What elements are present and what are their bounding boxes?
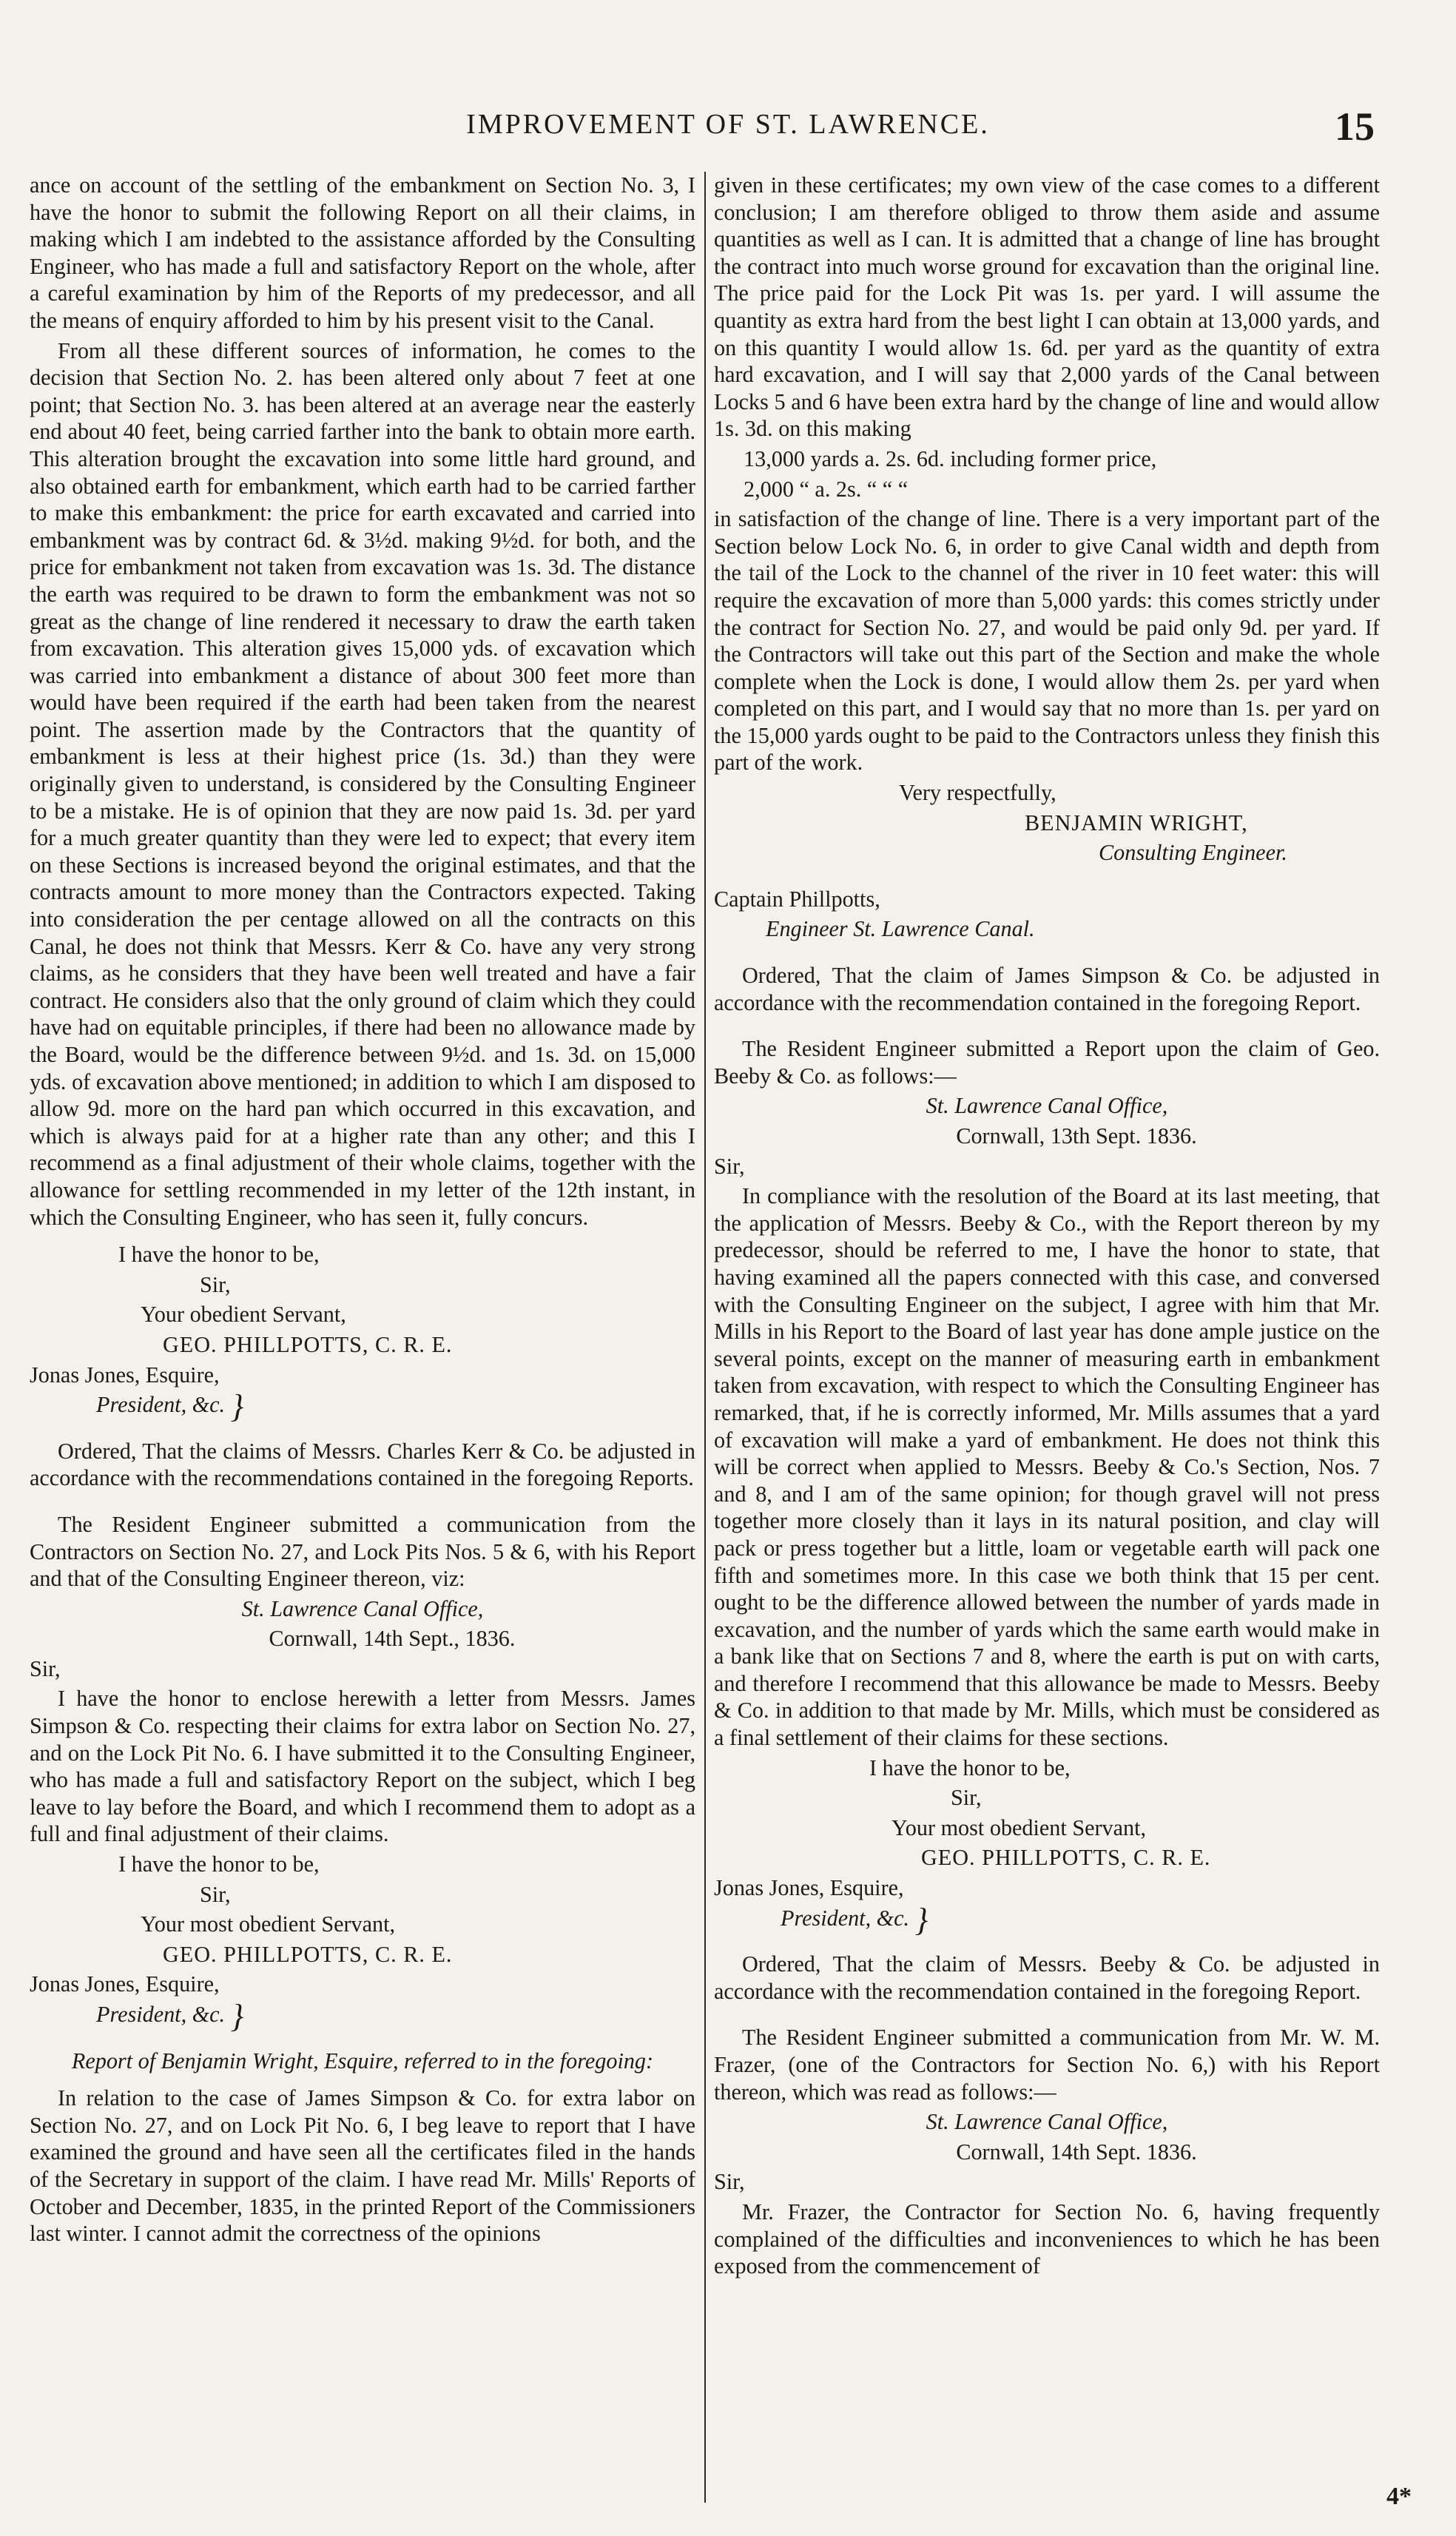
ordered-paragraph: Ordered, That the claim of James Simpson & Co. be adjusted in accordance with the recommendation contained in the foregoing Report.: [714, 963, 1380, 1015]
letter-body: Mr. Frazer, the Contractor for Section No. 6, having frequently complained of the difficulties and inconveniences to which he has been exposed from the commencement of: [714, 2199, 1380, 2279]
closing-honor: I have the honor to be,: [869, 1755, 1071, 1780]
paragraph: in satisfaction of the change of line. There is a very important part of the Section below Lock No. 6, in order to give Canal width and depth from the tail of the Lock to the channel of the river in 10 feet water: this will require the excavation of more than 5,000 yards: this comes strictly under the contract for Section No. 27, and would be paid only 9d. per yard. If the Contractors will take out this part of the Section and make the whole complete when the Lock is done, I would allow them 2s. per yard when completed on this part, and I would say that no more than 1s. per yard on the 15,000 yards ought to be paid to the Contractors unless they finish this part of the work.: [714, 506, 1380, 776]
calc-line: 2,000 “ a. 2s. “ “ “: [744, 476, 909, 502]
addressee-title: President, &c. }: [96, 1388, 244, 1425]
addressee-title: President, &c. }: [96, 1998, 244, 2035]
paragraph: The Resident Engineer submitted a communication from Mr. W. M. Frazer, (one of the Contractors for Section No. 6,) with his Report thereon, which was read as follows:—: [714, 2025, 1380, 2105]
signer: GEO. PHILLPOTTS, C. R. E.: [163, 1331, 453, 1357]
closing-honor: I have the honor to be,: [118, 1242, 320, 1268]
addressee: Jonas Jones, Esquire,: [30, 1362, 220, 1388]
closing-servant: Your most obedient Servant,: [141, 1911, 396, 1937]
paragraph: In relation to the case of James Simpson & Co. for extra labor on Section No. 27, and on Lock Pit No. 6, I beg leave to report that I have examined the ground and have seen all the certificates filed in the hands of the Secretary in support of the claim. I have read Mr. Mills' Reports of October and December, 1835, in the printed Report of the Commissioners last winter. I cannot admit the correctness of the opinions: [30, 2085, 695, 2247]
addressee: Jonas Jones, Esquire,: [30, 1971, 220, 1997]
addressee-title: President, &c. }: [781, 1901, 928, 1938]
salutation: Sir,: [30, 1655, 61, 1681]
addressee: Jonas Jones, Esquire,: [714, 1875, 904, 1901]
calc-line: 13,000 yards a. 2s. 6d. including former price,: [744, 445, 1157, 471]
closing-servant: Your most obedient Servant,: [892, 1814, 1147, 1840]
dateline: Cornwall, 13th Sept. 1836.: [956, 1123, 1197, 1148]
signer: GEO. PHILLPOTTS, C. R. E.: [921, 1845, 1211, 1871]
page-number: 15: [1335, 104, 1375, 149]
signer: GEO. PHILLPOTTS, C. R. E.: [163, 1941, 453, 1967]
dateline: Cornwall, 14th Sept., 1836.: [269, 1626, 516, 1652]
closing-servant: Your obedient Servant,: [141, 1302, 346, 1328]
dateline: Cornwall, 14th Sept. 1836.: [956, 2139, 1197, 2165]
paragraph: From all these different sources of information, he comes to the decision that Section No. 2. has been altered only about 7 feet at one point; that Section No. 3. has been altered at an average near the easterly end about 40 feet, being carried farther into the bank to obtain more earth. This alteration brought the excavation into some little hard ground, and also obtained earth for embankment, which earth had to be carried farther to make this embankment: the price for earth excavated and carried into embankment was by contract 6d. & 3½d. making 9½d. for both, and the price for embankment not taken from excavation was 1s. 3d. The distance the earth was required to be drawn to form the embankment was not so great as the change of line rendered it necessary to draw the earth taken from excavation. This alteration gives 15,000 yds. of excavation which was carried into embankment a distance of about 300 feet more than would have been required if the earth had been taken from the nearest point. The assertion made by the Contractors that the quantity of embankment is less at their highest price (1s. 3d.) than they were originally given to understand, is considered by the Consulting Engineer to be a mistake. He is of opinion that they are now paid 1s. 3d. per yard for a much greater quantity than they were led to expect; that every item on these Sections is increased beyond the original estimates, and that the contracts amount to more money than the Contractors expected. Taking into consideration the per centage allowed on all the contracts on this Canal, he does not think that Messrs. Kerr & Co. have any very strong claims, as he considers that they have been well treated and have a fair contract. He considers also that the only ground of claim which they could have had on equitable principles, if there had been no allowance made by the Board, would be the difference between 9½d. and 1s. 3d. on 15,000 yds. of excavation above mentioned; in addition to which I am disposed to allow 9d. more on the hard pan which occurred in this excavation, and which is always paid for at a higher rate than any other; and this I recommend as a final adjustment of their whole claims, together with the allowance for settling recommended in my letter of the 12th instant, in which the Consulting Engineer, who has seen it, fully concurs.: [30, 337, 695, 1230]
signer: BENJAMIN WRIGHT,: [1025, 810, 1248, 835]
office-line: St. Lawrence Canal Office,: [241, 1595, 484, 1621]
right-column: [714, 172, 1380, 2283]
column-rule: [704, 172, 706, 2503]
office-line: St. Lawrence Canal Office,: [926, 1093, 1168, 1119]
letter-body: In compliance with the resolution of the Board at its last meeting, that the application of Messrs. Beeby & Co., with the Report thereon by my predecessor, should be referred to me, I have the honor to state, that having examined all the papers connected with this case, and conversed with the Consulting Engineer on the subject, I agree with him that Mr. Mills in his Report to the Board of last year has done ample justice on the several points, except on the manner of measuring earth in embankment taken from excavation, with respect to which the Consulting Engineer has remarked, that, if he is correctly informed, Mr. Mills assumes that a yard of excavation will make a yard of embankment. He does not think this will be correct when applied to Messrs. Beeby & Co.'s Section, Nos. 7 and 8, and I am of the same opinion; for though gravel will not press together more closely than it lays in its natural position, and clay will pack or press together but a little, loam or vegetable earth will pack one fifth and sometimes more. In this case we both think that 15 per cent. ought to be the difference allowed between the number of yards made in excavation, and the number of yards which the same earth would make in a bank like that on Sections 7 and 8, where the earth is put on with carts, and therefore I recommend that this allowance be made to Messrs. Beeby & Co. in addition to that made by Mr. Mills, which must be considered as a final settlement of their claims for these sections.: [714, 1183, 1380, 1751]
signer-title: Consulting Engineer.: [1099, 840, 1287, 866]
office-line: St. Lawrence Canal Office,: [926, 2109, 1168, 2135]
page-header: [30, 104, 1426, 148]
paragraph: ance on account of the settling of the embankment on Section No. 3, I have the honor to submit the following Report on all their claims, in making which I am indebted to the assistance afforded by the Consulting Engineer, who has made a full and satisfactory Report on the whole, after a careful examination by him of the Reports of my predecessor, and all the means of enquiry afforded to him by his present visit to the Canal.: [30, 172, 695, 333]
closing-honor: I have the honor to be,: [118, 1851, 320, 1877]
ordered-paragraph: Ordered, That the claim of Messrs. Beeby & Co. be adjusted in accordance with the recommendation contained in the foregoing Report.: [714, 1951, 1380, 2004]
salutation: Sir,: [714, 2169, 745, 2195]
salutation: Sir,: [714, 1153, 745, 1179]
paragraph: The Resident Engineer submitted a communication from the Contractors on Section No. 27, and Lock Pits Nos. 5 & 6, with his Report and that of the Consulting Engineer thereon, viz:: [30, 1511, 695, 1592]
closing-sir: Sir,: [200, 1881, 231, 1907]
addressee-title: Engineer St. Lawrence Canal.: [766, 916, 1035, 942]
left-column: [30, 172, 695, 2250]
signature-mark: 4*: [1386, 2483, 1412, 2510]
closing-resp: Very respectfully,: [899, 780, 1056, 806]
letter-body: I have the honor to enclose herewith a letter from Messrs. James Simpson & Co. respecting their claims for extra labor on Section No. 27, and on the Lock Pit No. 6. I have submitted it to the Consulting Engineer, who has made a full and satisfactory Report on the subject, which I beg leave to lay before the Board, and which I recommend them to adopt as a full and final adjustment of their claims.: [30, 1686, 695, 1847]
closing-sir: Sir,: [951, 1785, 982, 1811]
report-heading: Report of Benjamin Wright, Esquire, referred to in the foregoing:: [71, 2048, 654, 2073]
paragraph: given in these certificates; my own view of the case comes to a different conclusion; I am therefore obliged to throw them aside and assume quantities as well as I can. It is admitted that a change of line has brought the contract into much worse ground for excavation than the original line. The price paid for the Lock Pit was 1s. per yard. I will assume the quantity as extra hard from the best light I can obtain at 13,000 yards, and on this quantity I would allow 1s. 6d. per yard as the quantity of extra hard excavation, and I will say that 2,000 yards of the Canal between Locks 5 and 6 have been extra hard by the change of line and would allow 1s. 3d. on this making: [714, 172, 1380, 442]
ordered-paragraph: Ordered, That the claims of Messrs. Charles Kerr & Co. be adjusted in accordance with the recommendations contained in the foregoing Reports.: [30, 1438, 695, 1491]
running-title: IMPROVEMENT OF ST. LAWRENCE.: [466, 109, 990, 140]
closing-sir: Sir,: [200, 1271, 231, 1297]
paragraph: The Resident Engineer submitted a Report upon the claim of Geo. Beeby & Co. as follows:—: [714, 1036, 1380, 1089]
addressee: Captain Phillpotts,: [714, 886, 880, 912]
